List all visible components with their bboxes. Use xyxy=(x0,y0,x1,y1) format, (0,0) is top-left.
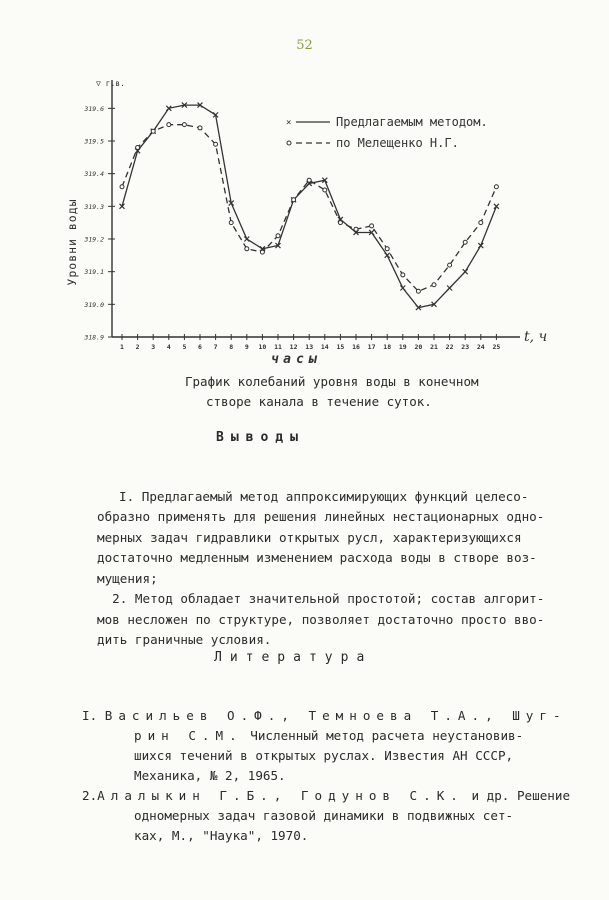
x-tick-label: 18 xyxy=(383,343,392,351)
x-axis-label: часы xyxy=(270,352,322,367)
data-point-o xyxy=(463,240,467,244)
data-point-o xyxy=(214,142,218,146)
figure-caption xyxy=(150,372,540,412)
reference-authors-cont: рин С.М. xyxy=(134,728,243,743)
text-line: мерных задач гидравлики открытых русл, характеризующихся xyxy=(97,529,522,545)
x-tick-label: 11 xyxy=(274,343,282,351)
data-point-o xyxy=(385,247,389,251)
data-point-x xyxy=(494,204,499,209)
text-line: 2. Метод обладает значительной простотой; состав алгорит- xyxy=(97,591,545,606)
data-point-o xyxy=(229,221,233,225)
x-tick-label: 10 xyxy=(258,343,267,351)
data-point-o xyxy=(448,263,452,267)
text-line: I. Предлагаемый метод аппроксимирующих функций целесо- xyxy=(119,488,529,504)
data-point-o xyxy=(307,178,311,182)
data-point-o xyxy=(182,123,186,127)
data-point-o xyxy=(494,185,498,189)
data-point-o xyxy=(276,234,280,238)
text-line: дить граничные условия. xyxy=(97,632,272,647)
y-axis-label: Уровни воды xyxy=(65,198,79,286)
legend-label-method: Предлагаемым методом. xyxy=(336,115,488,129)
reference-number: I. xyxy=(82,708,98,723)
x-tick-label: 13 xyxy=(305,343,314,351)
x-tick-label: 1 xyxy=(120,343,124,351)
caption-line-1: График колебаний уровня воды в конечном xyxy=(185,374,479,389)
data-point-o xyxy=(416,289,420,293)
page-number: 52 xyxy=(296,38,313,53)
x-tick-label: 9 xyxy=(244,343,249,351)
text-line: мущения; xyxy=(97,570,158,586)
y-tick-label: 319.5 xyxy=(84,137,104,146)
text-line: образно применять для решения линейных нестационарных одно- xyxy=(97,509,545,524)
x-tick-label: 15 xyxy=(336,343,345,351)
x-tick-label: 23 xyxy=(461,343,470,351)
reference-text: и др. Решение xyxy=(463,788,571,803)
x-tick-label: 17 xyxy=(367,343,376,351)
data-point-o xyxy=(338,221,342,225)
x-tick-label: 21 xyxy=(430,343,438,351)
y-tick-label: 319.2 xyxy=(84,235,104,244)
reference-number: 2. xyxy=(82,788,98,803)
y-tick-label: 318.9 xyxy=(84,333,104,342)
y-tick-label: 319.6 xyxy=(84,104,104,113)
y-tick-label: 319.0 xyxy=(84,300,104,309)
conclusions-heading: Выводы xyxy=(216,430,305,445)
x-tick-label: 14 xyxy=(320,343,329,351)
y-tick-label: 319.3 xyxy=(84,202,104,211)
x-tick-label: 25 xyxy=(492,343,501,351)
data-point-x xyxy=(463,269,468,274)
data-point-o xyxy=(245,247,249,251)
x-tick-label: 16 xyxy=(352,343,360,351)
reference-text: Численный метод расчета неустановив- xyxy=(242,728,524,743)
x-tick-label: 7 xyxy=(213,343,218,351)
reference-authors: Васильев О.Ф., Темноева Т.А., Шуг- xyxy=(104,708,567,723)
x-tick-label: 20 xyxy=(414,343,423,351)
references-heading: Литература xyxy=(214,650,373,665)
legend-marker-x: × xyxy=(286,118,292,128)
data-point-x xyxy=(447,286,452,291)
caption-line-2: створе канала в течение суток. xyxy=(206,394,432,409)
data-point-o xyxy=(136,146,140,150)
data-point-x xyxy=(400,286,405,291)
reference-line: шихся течений в открытых руслах. Известия АН СССР, xyxy=(134,748,514,763)
data-point-x xyxy=(244,237,249,242)
x-tick-label: 5 xyxy=(182,343,187,351)
reference-item xyxy=(82,706,582,726)
data-point-o xyxy=(401,273,405,277)
legend-label-meleshchenko: по Мелещенко Н.Г. xyxy=(336,136,459,150)
y-tick-label: 319.1 xyxy=(84,268,104,277)
reference-authors: Алалыкин Г.Б., Годунов С.К. xyxy=(97,788,464,803)
data-point-o xyxy=(198,126,202,130)
data-point-o xyxy=(323,188,327,192)
reference-line: ках, М., "Наука", 1970. xyxy=(134,828,309,843)
data-point-o xyxy=(151,129,155,133)
legend-marker-o xyxy=(287,141,291,145)
x-tick-label: 6 xyxy=(198,343,202,351)
x-tick-label: 8 xyxy=(229,343,234,351)
data-point-o xyxy=(167,123,171,127)
water-level-chart xyxy=(0,0,609,370)
x-tick-label: 19 xyxy=(398,343,407,351)
data-point-o xyxy=(354,227,358,231)
references-list xyxy=(82,686,582,866)
x-tick-label: 22 xyxy=(445,343,454,351)
data-point-o xyxy=(479,221,483,225)
x-tick-label: 3 xyxy=(151,343,156,351)
y-tick-label: 319.4 xyxy=(84,170,104,179)
reference-line: одномерных задач газовой динамики в подвижных сет- xyxy=(134,808,514,823)
x-axis-symbol: t, ч xyxy=(524,329,548,345)
x-tick-label: 24 xyxy=(476,343,485,351)
reference-line: Механика, № 2, 1965. xyxy=(134,768,286,783)
x-tick-label: 2 xyxy=(135,343,140,351)
text-line: мов несложен по структуре, позволяет достаточно просто вво- xyxy=(97,611,545,627)
y-axis-symbol: ▽ г.в. xyxy=(96,79,125,88)
reference-line xyxy=(82,726,582,746)
reference-item xyxy=(82,786,582,806)
data-point-o xyxy=(370,224,374,228)
data-point-o xyxy=(292,198,296,202)
x-tick-label: 12 xyxy=(289,343,298,351)
x-tick-label: 4 xyxy=(166,343,171,351)
data-point-o xyxy=(432,283,436,287)
data-point-o xyxy=(120,185,124,189)
text-line: достаточно медленным изменением расхода воды в створе воз- xyxy=(97,550,537,565)
data-point-x xyxy=(385,253,390,258)
data-point-o xyxy=(260,250,264,254)
conclusions-text xyxy=(97,466,587,671)
